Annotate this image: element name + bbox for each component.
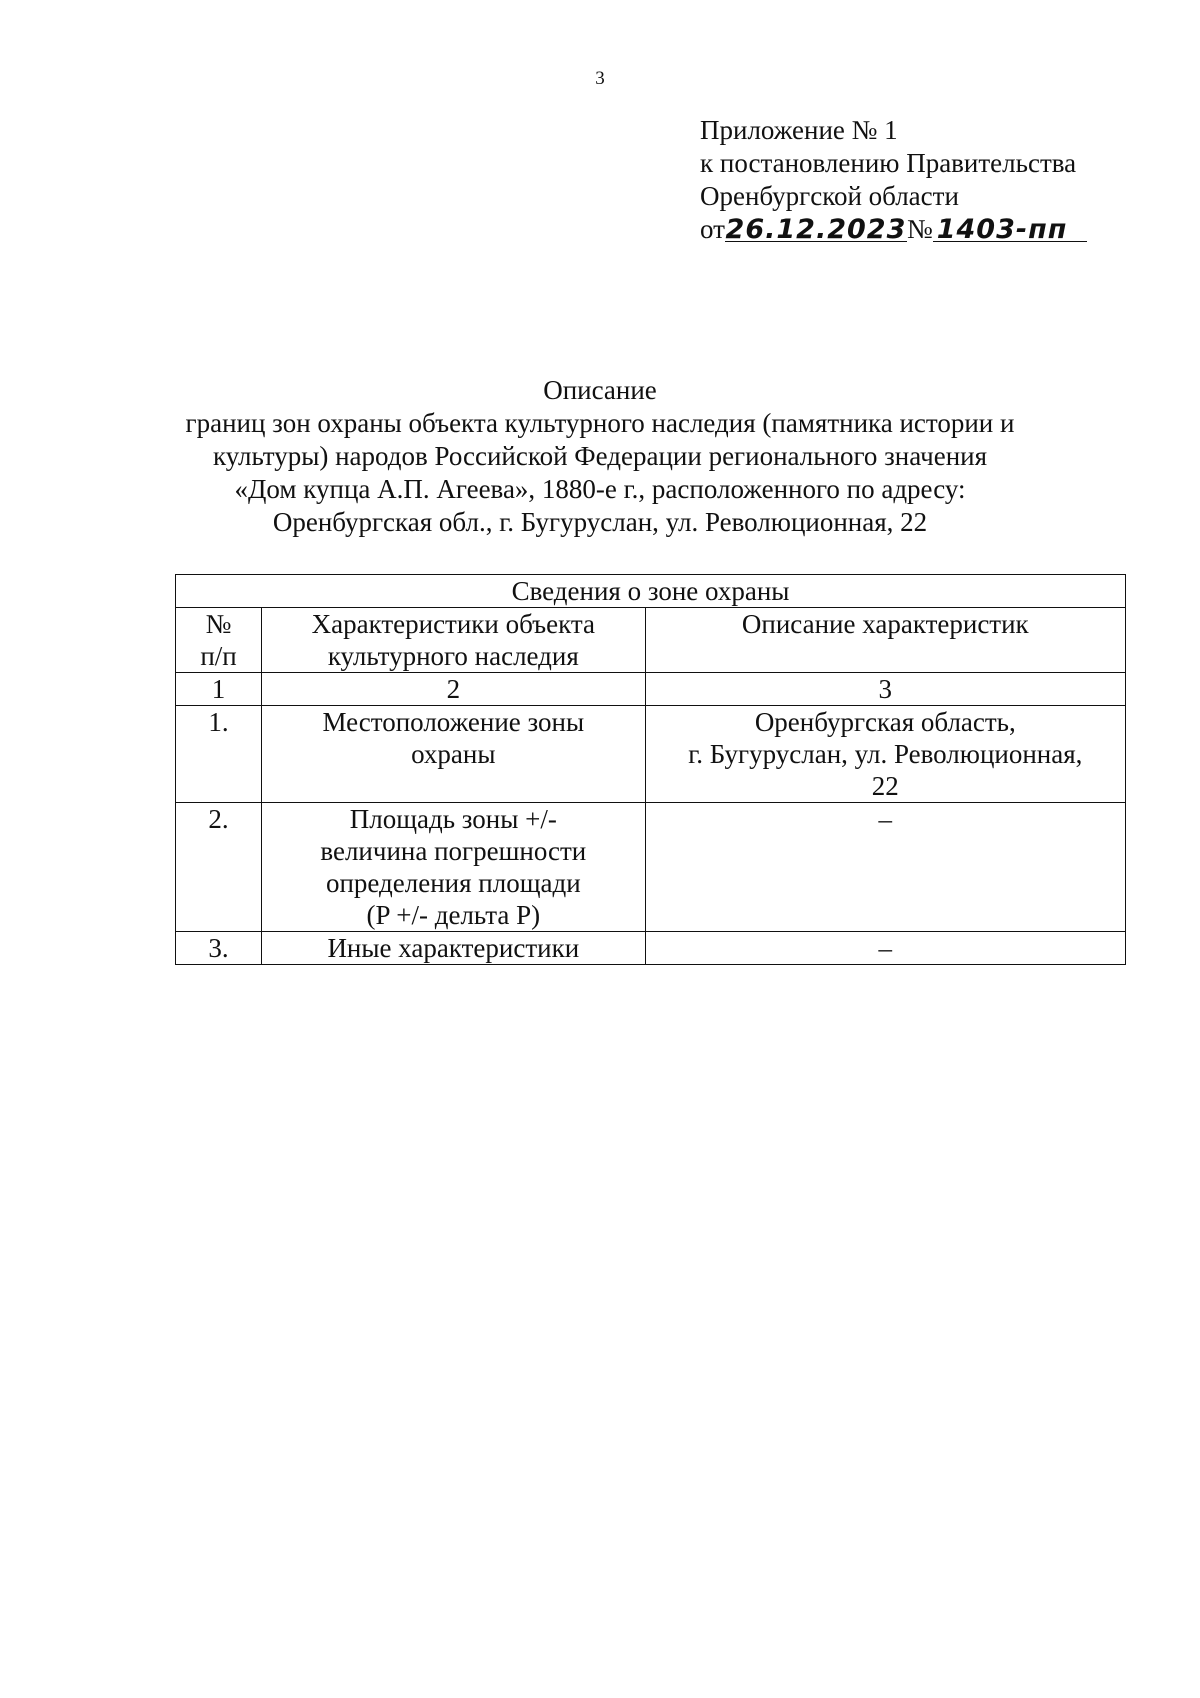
title-line-1: границ зон охраны объекта культурного наследия (памятника истории и (185, 408, 1015, 438)
appendix-line-region: Оренбургской области (700, 181, 959, 211)
table-row (176, 803, 1126, 932)
table-row (176, 706, 1126, 803)
cell-line: определения площади (325, 868, 581, 898)
row-characteristic (262, 932, 646, 965)
row-num: 2. (176, 803, 262, 932)
page-number: 3 (595, 68, 605, 89)
title-heading: Описание (543, 375, 657, 405)
header-characteristics-line: культурного наследия (327, 641, 579, 671)
header-characteristics (262, 608, 646, 673)
cell-line: Площадь зоны +/- (349, 804, 557, 834)
document-title (0, 374, 1200, 539)
title-line-4: Оренбургская обл., г. Бугуруслан, ул. Революционная, 22 (272, 507, 928, 537)
title-line-2: культуры) народов Российской Федерации регионального значения (212, 441, 988, 471)
row-num: 3. (176, 932, 262, 965)
row-description (645, 706, 1125, 803)
cell-line: 22 (871, 771, 899, 801)
appendix-line-resolution: к постановлению Правительства (700, 148, 1077, 178)
zone-info-table (175, 574, 1126, 965)
handwritten-date: 26.12.2023 (725, 214, 907, 245)
header-characteristics-line: Характеристики объекта (311, 609, 596, 639)
cell-line: охраны (411, 739, 496, 769)
cell-line: – (878, 933, 893, 963)
header-num-line: № (205, 609, 232, 639)
cell-line: г. Бугуруслан, ул. Революционная, (688, 739, 1083, 769)
column-number: 1 (176, 673, 262, 706)
row-description (645, 803, 1125, 932)
cell-line: – (878, 804, 893, 834)
header-num-line: п/п (200, 641, 237, 671)
title-line-3: «Дом купца А.П. Агеева», 1880-е г., расположенного по адресу: (234, 474, 966, 504)
row-characteristic (262, 706, 646, 803)
row-num: 1. (176, 706, 262, 803)
date-field (725, 213, 907, 245)
number-field (933, 213, 1087, 245)
cell-line: величина погрешности (320, 836, 587, 866)
header-description: Описание характеристик (645, 608, 1125, 673)
row-characteristic (262, 803, 646, 932)
header-num (176, 608, 262, 673)
column-number: 2 (262, 673, 646, 706)
column-numbers-row (176, 673, 1126, 706)
cell-line: Местоположение зоны (322, 707, 585, 737)
row-description (645, 932, 1125, 965)
column-number: 3 (645, 673, 1125, 706)
table-row (176, 932, 1126, 965)
appendix-header (700, 114, 1087, 246)
cell-line: Оренбургская область, (754, 707, 1016, 737)
number-label: № (906, 214, 933, 244)
table-caption: Сведения о зоне охраны (176, 575, 1126, 608)
appendix-title: Приложение № 1 (700, 115, 898, 145)
cell-line: (P +/- дельта P) (366, 900, 541, 930)
appendix-date-number-line (700, 213, 1087, 246)
table-header-row (176, 608, 1126, 673)
cell-line: Иные характеристики (327, 933, 580, 963)
from-label: от (700, 214, 725, 244)
handwritten-number: 1403-пп (936, 214, 1068, 245)
table-caption-row (176, 575, 1126, 608)
